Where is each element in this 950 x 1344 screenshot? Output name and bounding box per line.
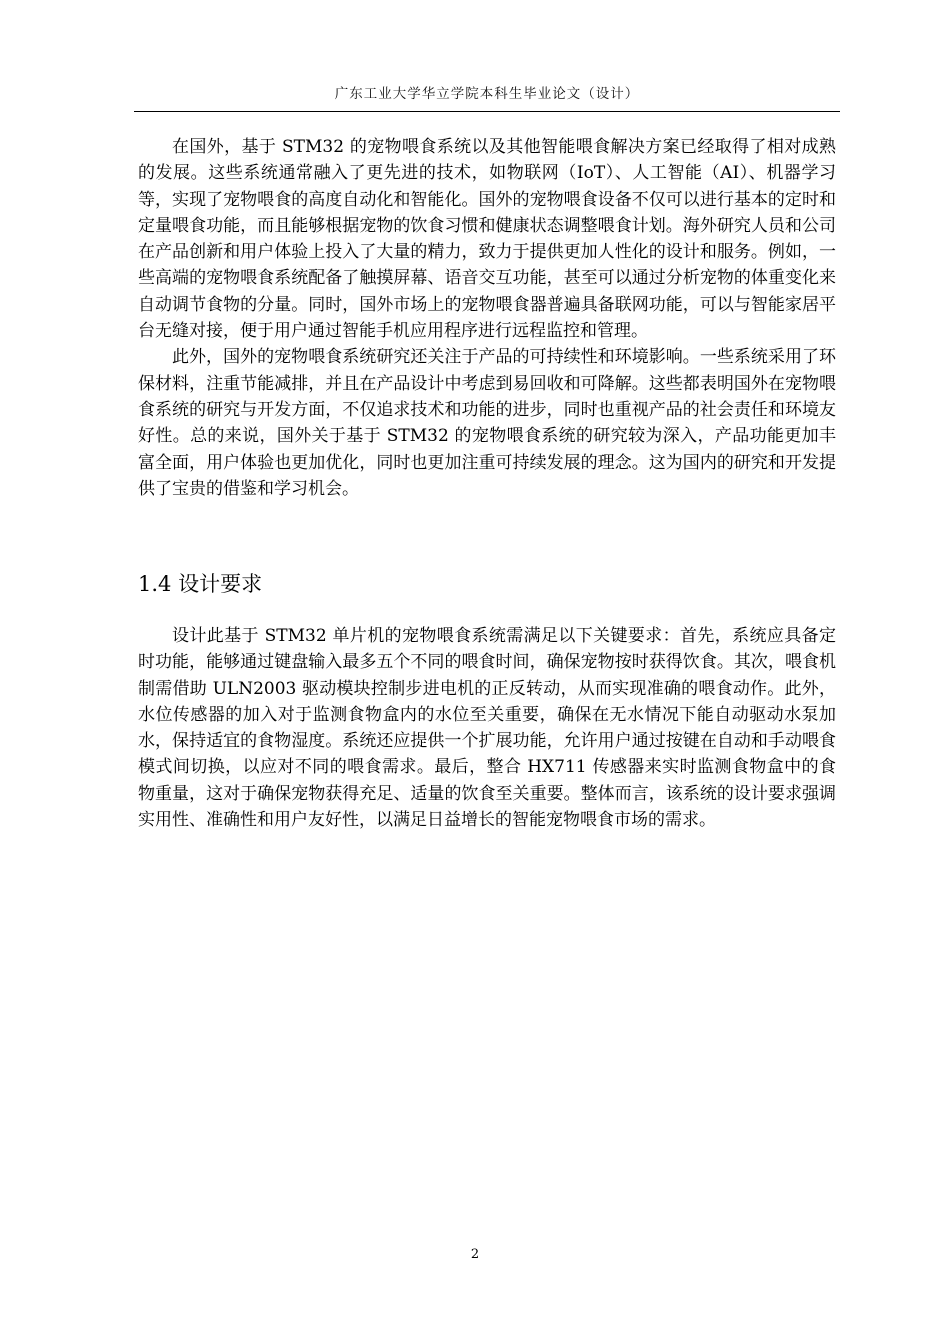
header-divider [134, 111, 840, 112]
body-paragraph-sustainability: 此外，国外的宠物喂食系统研究还关注于产品的可持续性和环境影响。一些系统采用了环保材料，注重节能减排，并且在产品设计中考虑到易回收和可降解。这些都表明国外在宠物喂食系统的研究与开发方面，不仅追求技术和功能的进步，同时也重视产品的社会责任和环境友好性。总的来说，国外关于基于 STM32 的宠物喂食系统的研究较为深入，产品功能更加丰富全面，用户体验也更加优化，同时也更加注重可持续发展的理念。这为国内的研究和开发提供了宝贵的借鉴和学习机会。 [138, 347, 836, 499]
page-number: 2 [470, 1247, 480, 1262]
design-requirements-paragraph: 设计此基于 STM32 单片机的宠物喂食系统需满足以下关键要求：首先，系统应具备定时功能，能够通过键盘输入最多五个不同的喂食时间，确保宠物按时获得饮食。其次，喂食机制需借助 ULN2003 驱动模块控制步进电机的正反转动，从而实现准确的喂食动作。此外，水位传感器的加入对于监测食物盒内的水位至关重要，确保在无水情况下能自动驱动水泵加水，保持适宜的食物湿度。系统还应提供一个扩展功能，允许用户通过按键在自动和手动喂食模式间切换，以应对不同的喂食需求。最后，整合 HX711 传感器来实时监测食物盒中的食物重量，这对于确保宠物获得充足、适量的饮食至关重要。整体而言，该系统的设计要求强调实用性、准确性和用户友好性，以满足日益增长的智能宠物喂食市场的需求。 [138, 626, 836, 831]
body-text-block [138, 134, 836, 502]
body-paragraph-overseas-research: 在国外，基于 STM32 的宠物喂食系统以及其他智能喂食解决方案已经取得了相对成熟的发展。这些系统通常融入了更先进的技术，如物联网（IoT）、人工智能（AI）、机器学习等，实现了宠物喂食的高度自动化和智能化。国外的宠物喂食设备不仅可以进行基本的定时和定量喂食功能，而且能够根据宠物的饮食习惯和健康状态调整喂食计划。海外研究人员和公司在产品创新和用户体验上投入了大量的精力，致力于提供更加人性化的设计和服务。例如，一些高端的宠物喂食系统配备了触摸屏幕、语音交互功能，甚至可以通过分析宠物的体重变化来自动调节食物的分量。同时，国外市场上的宠物喂食器普遍具备联网功能，可以与智能家居平台无缝对接，便于用户通过智能手机应用程序进行远程监控和管理。 [138, 137, 836, 342]
page-header: 广东工业大学华立学院本科生毕业论文（设计） [334, 86, 640, 102]
section-heading: 1.4 设计要求 [138, 572, 263, 596]
design-requirements-block [138, 623, 836, 833]
